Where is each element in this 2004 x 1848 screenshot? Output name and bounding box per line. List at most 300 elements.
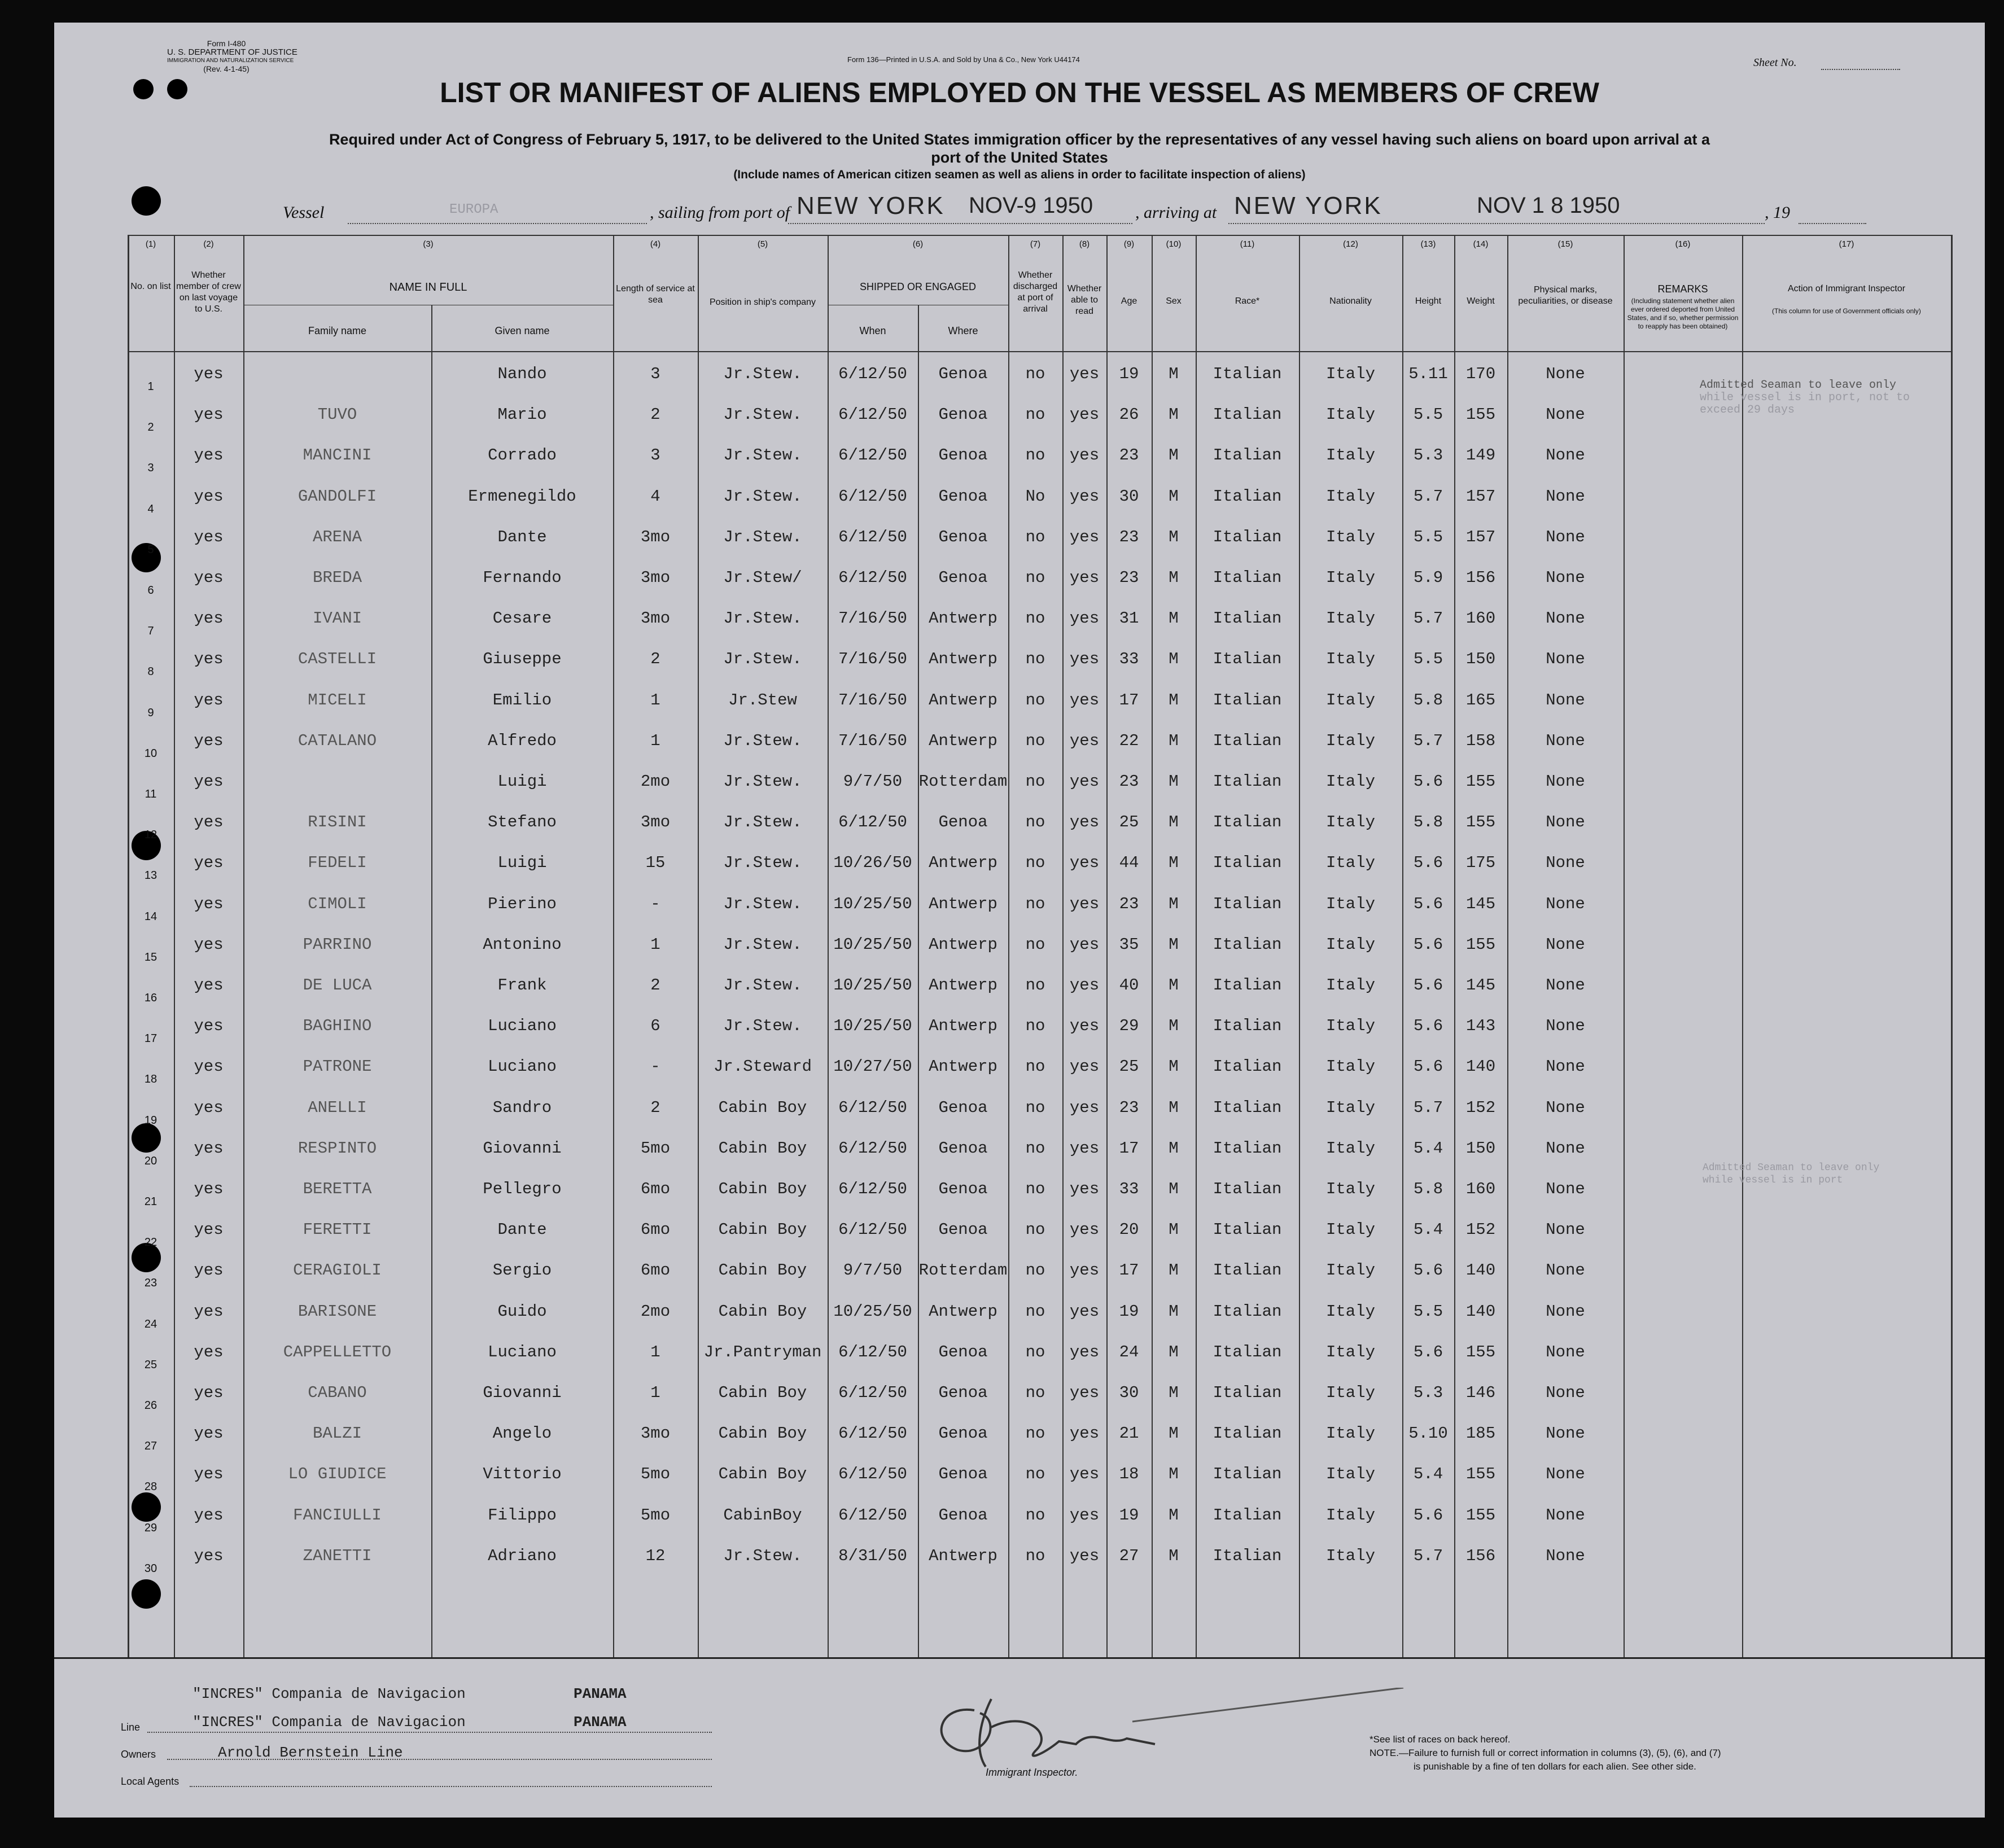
cell-marks: None: [1546, 731, 1585, 750]
cell-service: 3mo: [640, 1424, 671, 1443]
cell-read: yes: [1069, 935, 1100, 954]
cell-sex: M: [1169, 446, 1179, 465]
cell-race: Italian: [1213, 1138, 1282, 1158]
cell-where: Genoa: [938, 1383, 988, 1402]
row-number: 15: [144, 951, 157, 964]
cell-read: yes: [1069, 1342, 1100, 1361]
cell-race: Italian: [1213, 1424, 1282, 1443]
service-name: IMMIGRATION AND NATURALIZATION SERVICE: [167, 58, 294, 64]
cell-age: 40: [1119, 976, 1139, 995]
row-number: 20: [144, 1154, 157, 1167]
cell-read: yes: [1069, 853, 1100, 873]
cell-given: Vittorio: [483, 1465, 562, 1484]
cell-disch: no: [1025, 935, 1045, 954]
line-country: PANAMA: [574, 1685, 627, 1702]
cell-position: Jr.Stew.: [723, 935, 802, 954]
cell-when: 6/12/50: [838, 1424, 907, 1443]
cell-when: 9/7/50: [843, 1261, 903, 1280]
cell-service: 6: [650, 1017, 660, 1036]
cell-age: 35: [1119, 935, 1139, 954]
cell-marks: None: [1546, 1180, 1585, 1198]
cell-family: ANELLI: [308, 1098, 367, 1117]
row-number: 23: [144, 1277, 157, 1290]
cell-age: 19: [1119, 1505, 1139, 1525]
cell-where: Antwerp: [929, 935, 997, 954]
cell-given: Alfredo: [488, 731, 557, 750]
inspector-label: Immigrant Inspector.: [986, 1767, 1078, 1778]
cell-read: yes: [1069, 487, 1100, 506]
cell-read: yes: [1069, 527, 1100, 546]
cell-nat: Italy: [1325, 1546, 1375, 1565]
cell-crew: yes: [194, 1261, 224, 1280]
cell-position: Jr.Pantryman: [703, 1342, 822, 1361]
cell-service: 6mo: [640, 1220, 671, 1240]
cell-position: Jr.Stew.: [723, 609, 802, 628]
cell-age: 24: [1119, 1342, 1139, 1361]
cell-position: Jr.Stew.: [723, 1546, 802, 1565]
column-number: (13): [1420, 239, 1436, 249]
cell-marks: None: [1546, 813, 1585, 832]
cell-race: Italian: [1213, 1057, 1282, 1076]
cell-marks: None: [1546, 1138, 1585, 1158]
cell-weight: 160: [1465, 609, 1496, 628]
cell-height: 5.6: [1413, 1342, 1443, 1361]
row-number: 9: [147, 706, 154, 719]
cell-crew: yes: [194, 487, 224, 506]
cell-weight: 185: [1465, 1424, 1496, 1443]
cell-marks: None: [1546, 650, 1585, 669]
cell-read: yes: [1069, 1424, 1100, 1443]
cell-position: Jr.Stew.: [723, 446, 802, 465]
cell-sex: M: [1169, 405, 1179, 424]
cell-height: 5.3: [1413, 446, 1443, 465]
cell-sex: M: [1169, 568, 1179, 587]
cell-service: 3mo: [640, 568, 671, 587]
cell-age: 33: [1119, 650, 1139, 669]
cell-disch: no: [1025, 894, 1045, 913]
cell-marks: None: [1546, 405, 1585, 424]
row-number: 27: [144, 1440, 157, 1453]
cell-service: 3mo: [640, 813, 671, 832]
cell-family: CABANO: [308, 1383, 367, 1402]
cell-age: 23: [1119, 446, 1139, 465]
cell-given: Cesare: [492, 609, 552, 628]
cell-crew: yes: [194, 894, 224, 913]
cell-given: Giovanni: [483, 1383, 562, 1402]
agents-value: Arnold Bernstein Line: [218, 1744, 403, 1761]
cell-weight: 165: [1465, 690, 1496, 710]
printer-note: Form 136—Printed in U.S.A. and Sold by Una & Co., New York U44174: [847, 55, 1080, 64]
cell-crew: yes: [194, 1138, 224, 1158]
owners-label: Owners: [121, 1749, 156, 1760]
cell-when: 6/12/50: [838, 487, 907, 506]
cell-weight: 145: [1465, 976, 1496, 995]
cell-where: Genoa: [938, 1342, 988, 1361]
cell-when: 6/12/50: [838, 1342, 907, 1361]
cell-marks: None: [1546, 1546, 1585, 1565]
cell-nat: Italy: [1325, 813, 1375, 832]
cell-service: -: [650, 1057, 660, 1076]
cell-height: 5.5: [1413, 405, 1443, 424]
cell-given: Filippo: [488, 1505, 557, 1525]
cell-family: RISINI: [308, 813, 367, 832]
cell-height: 5.7: [1413, 1546, 1443, 1565]
year-label: , 19: [1765, 203, 1790, 222]
cell-height: 5.4: [1413, 1220, 1443, 1240]
cell-position: Jr.Steward: [713, 1057, 812, 1076]
cell-race: Italian: [1213, 1546, 1282, 1565]
cell-disch: no: [1025, 1383, 1045, 1402]
header-weight: Weight: [1467, 296, 1495, 306]
cell-weight: 158: [1465, 731, 1496, 750]
cell-given: Giuseppe: [483, 650, 562, 669]
cell-height: 5.8: [1413, 813, 1443, 832]
cell-read: yes: [1069, 772, 1100, 791]
remarks-row-1-line-3: exceed 29 days: [1700, 404, 1795, 417]
cell-marks: None: [1546, 1465, 1585, 1484]
cell-given: Sergio: [492, 1261, 552, 1280]
cell-crew: yes: [194, 731, 224, 750]
line-value: "INCRES" Compania de Navigacion: [192, 1685, 466, 1702]
cell-weight: 140: [1465, 1261, 1496, 1280]
cell-weight: 150: [1465, 1138, 1496, 1158]
cell-race: Italian: [1213, 405, 1282, 424]
cell-family: LO GIUDICE: [288, 1465, 387, 1484]
cell-marks: None: [1546, 1261, 1585, 1280]
cell-where: Genoa: [938, 813, 988, 832]
cell-where: Genoa: [938, 568, 988, 587]
cell-family: FANCIULLI: [293, 1505, 382, 1525]
cell-disch: no: [1025, 772, 1045, 791]
cell-nat: Italy: [1325, 1138, 1375, 1158]
cell-nat: Italy: [1325, 772, 1375, 791]
cell-nat: Italy: [1325, 1505, 1375, 1525]
cell-when: 6/12/50: [838, 1465, 907, 1484]
row-number: 13: [144, 869, 157, 882]
cell-family: ZANETTI: [303, 1546, 372, 1565]
cell-disch: no: [1025, 405, 1045, 424]
cell-given: Antonino: [483, 935, 562, 954]
cell-when: 6/12/50: [838, 365, 907, 383]
cell-sex: M: [1169, 1505, 1179, 1525]
cell-race: Italian: [1213, 935, 1282, 954]
cell-race: Italian: [1213, 690, 1282, 710]
cell-height: 5.6: [1413, 935, 1443, 954]
header-race: Race*: [1235, 296, 1260, 306]
cell-disch: no: [1025, 853, 1045, 873]
cell-crew: yes: [194, 813, 224, 832]
cell-height: 5.6: [1413, 894, 1443, 913]
cell-where: Genoa: [938, 1098, 988, 1117]
cell-marks: None: [1546, 1424, 1585, 1443]
row-number: 10: [144, 747, 157, 760]
cell-position: Jr.Stew.: [723, 731, 802, 750]
cell-nat: Italy: [1325, 446, 1375, 465]
sheet-label: Sheet No.: [1753, 56, 1797, 69]
cell-where: Genoa: [938, 1505, 988, 1525]
header-shipped-or-engaged: SHIPPED OR ENGAGED: [859, 281, 977, 292]
cell-marks: None: [1546, 1302, 1585, 1321]
cell-given: Pellegro: [483, 1180, 562, 1198]
cell-disch: no: [1025, 813, 1045, 832]
column-rule: [1951, 235, 1953, 1657]
cell-age: 29: [1119, 1017, 1139, 1036]
cell-age: 17: [1119, 690, 1139, 710]
cell-service: 3mo: [640, 609, 671, 628]
header-inspector-note: (This column for use of Government officials only): [1772, 307, 1921, 315]
cell-marks: None: [1546, 935, 1585, 954]
cell-nat: Italy: [1325, 1180, 1375, 1198]
cell-weight: 157: [1465, 487, 1496, 506]
form-revision: (Rev. 4-1-45): [203, 64, 250, 73]
row-number: 19: [144, 1114, 157, 1127]
cell-nat: Italy: [1325, 1302, 1375, 1321]
column-number: (5): [757, 239, 768, 249]
cell-weight: 155: [1465, 1505, 1496, 1525]
cell-service: 15: [645, 853, 666, 873]
cell-disch: no: [1025, 365, 1045, 383]
cell-weight: 155: [1465, 772, 1496, 791]
cell-nat: Italy: [1325, 690, 1375, 710]
cell-given: Mario: [497, 405, 547, 424]
cell-weight: 175: [1465, 853, 1496, 873]
cell-disch: no: [1025, 650, 1045, 669]
cell-given: Nando: [497, 365, 547, 383]
cell-race: Italian: [1213, 609, 1282, 628]
year-line: [1799, 223, 1866, 224]
cell-service: 3mo: [640, 527, 671, 546]
cell-where: Antwerp: [929, 650, 997, 669]
cell-read: yes: [1069, 1098, 1100, 1117]
row-number: 28: [144, 1481, 157, 1494]
cell-where: Antwerp: [929, 1057, 997, 1076]
row-number: 4: [147, 502, 154, 515]
cell-height: 5.7: [1413, 731, 1443, 750]
cell-service: 2: [650, 405, 660, 424]
header-name-in-full: NAME IN FULL: [389, 281, 467, 294]
header-family-name: Family name: [308, 325, 367, 336]
cell-crew: yes: [194, 1383, 224, 1402]
cell-marks: None: [1546, 446, 1585, 465]
cell-marks: None: [1546, 690, 1585, 710]
cell-disch: no: [1025, 1017, 1045, 1036]
cell-crew: yes: [194, 690, 224, 710]
cell-marks: None: [1546, 568, 1585, 587]
cell-family: RESPINTO: [297, 1138, 377, 1158]
cell-where: Genoa: [938, 1465, 988, 1484]
row-number: 25: [144, 1358, 157, 1371]
cell-position: Jr.Stew.: [723, 365, 802, 383]
cell-weight: 155: [1465, 1342, 1496, 1361]
department-name: U. S. DEPARTMENT OF JUSTICE: [167, 47, 297, 57]
column-number: (3): [423, 239, 434, 249]
cell-marks: None: [1546, 1098, 1585, 1117]
cell-nat: Italy: [1325, 365, 1375, 383]
cell-nat: Italy: [1325, 731, 1375, 750]
cell-position: Cabin Boy: [718, 1424, 807, 1443]
cell-race: Italian: [1213, 813, 1282, 832]
arriving-date: NOV 1 8 1950: [1477, 193, 1620, 218]
cell-height: 5.6: [1413, 976, 1443, 995]
column-number: (8): [1079, 239, 1090, 249]
cell-disch: no: [1025, 446, 1045, 465]
column-number: (2): [203, 239, 214, 249]
cell-age: 27: [1119, 1546, 1139, 1565]
cell-disch: no: [1025, 690, 1045, 710]
cell-nat: Italy: [1325, 1017, 1375, 1036]
cell-marks: None: [1546, 487, 1585, 506]
cell-marks: None: [1546, 853, 1585, 873]
cell-sex: M: [1169, 365, 1179, 383]
cell-age: 19: [1119, 365, 1139, 383]
cell-position: CabinBoy: [723, 1505, 802, 1525]
cell-position: Jr.Stew.: [723, 772, 802, 791]
subtitle-line-2: port of the United States: [931, 149, 1108, 166]
cell-family: BERETTA: [303, 1180, 372, 1198]
cell-read: yes: [1069, 1261, 1100, 1280]
cell-disch: no: [1025, 1424, 1045, 1443]
cell-race: Italian: [1213, 650, 1282, 669]
cell-read: yes: [1069, 1383, 1100, 1402]
cell-family: TUVO: [317, 405, 357, 424]
cell-service: 5mo: [640, 1505, 671, 1525]
cell-weight: 156: [1465, 1546, 1496, 1565]
cell-sex: M: [1169, 1465, 1179, 1484]
cell-crew: yes: [194, 1180, 224, 1198]
cell-crew: yes: [194, 976, 224, 995]
cell-weight: 152: [1465, 1098, 1496, 1117]
cell-race: Italian: [1213, 568, 1282, 587]
cell-nat: Italy: [1325, 609, 1375, 628]
cell-race: Italian: [1213, 1342, 1282, 1361]
cell-where: Genoa: [938, 446, 988, 465]
cell-when: 6/12/50: [838, 1505, 907, 1525]
cell-weight: 170: [1465, 365, 1496, 383]
cell-where: Rotterdam: [918, 772, 1008, 791]
header-position: Position in ship's company: [709, 297, 816, 307]
cell-sex: M: [1169, 772, 1179, 791]
cell-sex: M: [1169, 1138, 1179, 1158]
cell-where: Antwerp: [929, 1302, 997, 1321]
cell-family: PATRONE: [303, 1057, 372, 1076]
cell-position: Jr.Stew: [728, 690, 797, 710]
row-number: 7: [147, 625, 154, 638]
cell-read: yes: [1069, 609, 1100, 628]
cell-family: MANCINI: [303, 446, 372, 465]
cell-service: 5mo: [640, 1138, 671, 1158]
cell-disch: no: [1025, 527, 1045, 546]
column-number: (6): [912, 239, 924, 249]
cell-race: Italian: [1213, 731, 1282, 750]
cell-height: 5.5: [1413, 527, 1443, 546]
cell-when: 7/16/50: [838, 650, 907, 669]
cell-family: PARRINO: [303, 935, 372, 954]
column-number: (11): [1240, 239, 1255, 249]
cell-nat: Italy: [1325, 405, 1375, 424]
arriving-port: NEW YORK: [1234, 192, 1382, 220]
cell-when: 7/16/50: [838, 690, 907, 710]
cell-age: 23: [1119, 1098, 1139, 1117]
cell-read: yes: [1069, 1180, 1100, 1198]
cell-age: 26: [1119, 405, 1139, 424]
column-number: (7): [1030, 239, 1041, 249]
cell-crew: yes: [194, 405, 224, 424]
cell-position: Cabin Boy: [718, 1138, 807, 1158]
sailing-date: NOV-9 1950: [969, 193, 1093, 218]
cell-where: Antwerp: [929, 609, 997, 628]
cell-weight: 160: [1465, 1180, 1496, 1198]
cell-given: Ermenegildo: [468, 487, 576, 506]
cell-family: CERAGIOLI: [293, 1261, 382, 1280]
cell-age: 18: [1119, 1465, 1139, 1484]
cell-given: Emilio: [492, 690, 552, 710]
cell-height: 5.8: [1413, 690, 1443, 710]
cell-disch: no: [1025, 1098, 1045, 1117]
column-number: (10): [1166, 239, 1182, 249]
cell-race: Italian: [1213, 894, 1282, 913]
cell-crew: yes: [194, 1220, 224, 1240]
cell-height: 5.5: [1413, 1302, 1443, 1321]
cell-where: Antwerp: [929, 731, 997, 750]
column-rule: [1624, 235, 1625, 1657]
cell-when: 6/12/50: [838, 813, 907, 832]
cell-crew: yes: [194, 609, 224, 628]
cell-weight: 149: [1465, 446, 1496, 465]
column-number: (16): [1675, 239, 1691, 249]
header-able-to-read: Whether able to read: [1067, 284, 1102, 316]
cell-age: 25: [1119, 1057, 1139, 1076]
cell-height: 5.6: [1413, 1057, 1443, 1076]
cell-read: yes: [1069, 1138, 1100, 1158]
cell-race: Italian: [1213, 1220, 1282, 1240]
cell-crew: yes: [194, 1302, 224, 1321]
cell-position: Jr.Stew.: [723, 487, 802, 506]
cell-age: 30: [1119, 1383, 1139, 1402]
cell-when: 8/31/50: [838, 1546, 907, 1565]
agents-label: Local Agents: [121, 1776, 180, 1787]
row-number: 24: [144, 1317, 157, 1330]
vessel-value: EUROPA: [449, 202, 498, 217]
header-discharged: Whether discharged at port of arrival: [1013, 270, 1058, 314]
cell-service: 2: [650, 1098, 660, 1117]
cell-age: 44: [1119, 853, 1139, 873]
arriving-label: , arriving at: [1135, 203, 1217, 222]
cell-position: Cabin Boy: [718, 1302, 807, 1321]
cell-disch: no: [1025, 1302, 1045, 1321]
cell-height: 5.7: [1413, 609, 1443, 628]
remarks-row-1-line-1: Admitted Seaman to leave only: [1700, 379, 1897, 392]
cell-position: Jr.Stew/: [723, 568, 802, 587]
cell-sex: M: [1169, 853, 1179, 873]
cell-position: Cabin Boy: [718, 1465, 807, 1484]
cell-nat: Italy: [1325, 568, 1375, 587]
cell-marks: None: [1546, 772, 1585, 791]
cell-service: 2mo: [640, 1302, 671, 1321]
cell-race: Italian: [1213, 527, 1282, 546]
cell-position: Cabin Boy: [718, 1180, 807, 1198]
cell-crew: yes: [194, 446, 224, 465]
cell-family: ARENA: [312, 527, 362, 546]
sheet-number-line: [1821, 69, 1900, 70]
cell-nat: Italy: [1325, 1383, 1375, 1402]
cell-crew: yes: [194, 568, 224, 587]
cell-crew: yes: [194, 1057, 224, 1076]
cell-given: Frank: [497, 976, 547, 995]
row-number: 5: [147, 543, 154, 556]
manifest-sheet: [54, 23, 1985, 1818]
row-number: 17: [144, 1032, 157, 1045]
inspector-signature: [907, 1688, 1415, 1772]
